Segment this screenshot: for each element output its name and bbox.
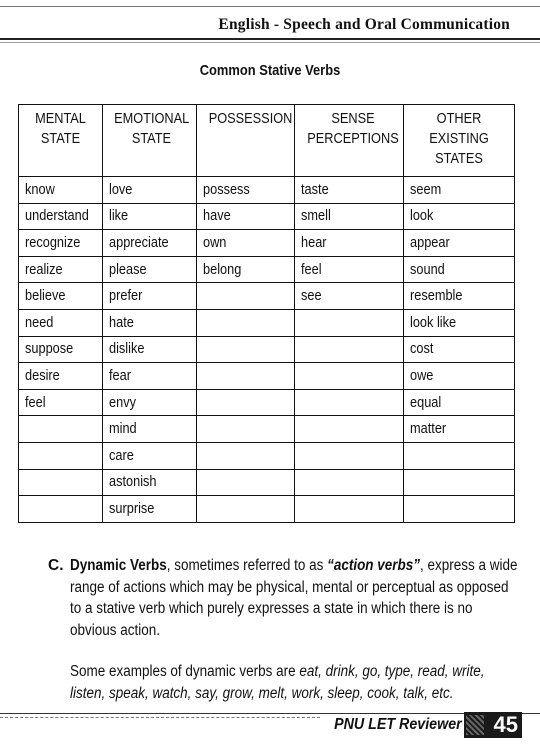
stative-verbs-table [18, 104, 515, 523]
table-cell: hate [103, 309, 197, 336]
definition-text-2: , express a wide range of actions which may be physical, mental or perceptual as opposed to a stative verb which purely expresses a state in which there is no obvious action. [70, 557, 518, 639]
examples-list: eat, drink, go, type, read, write, listen, speak, watch, say, grow, melt, work, sleep, cook, talk, etc. [70, 663, 485, 702]
table-cell: hear [295, 230, 404, 257]
dynamic-verbs-definition [48, 555, 518, 641]
table-cell [295, 469, 404, 496]
table-row [19, 416, 515, 443]
column-header: SENSE PERCEPTIONS [295, 105, 404, 177]
table-cell [197, 496, 295, 523]
examples-intro: Some examples of dynamic verbs are [70, 663, 300, 680]
table-row [19, 203, 515, 230]
table-cell [404, 442, 515, 469]
table-cell: desire [19, 363, 103, 390]
table-cell [295, 442, 404, 469]
table-cell: appear [404, 230, 515, 257]
table-cell: own [197, 230, 295, 257]
table-cell: taste [295, 177, 404, 204]
table-cell: recognize [19, 230, 103, 257]
table-cell: cost [404, 336, 515, 363]
table-cell [19, 469, 103, 496]
table-cell [197, 469, 295, 496]
table-cell: smell [295, 203, 404, 230]
table-cell: mind [103, 416, 197, 443]
table-cell [295, 336, 404, 363]
page-number: 45 [493, 712, 518, 737]
table-row [19, 363, 515, 390]
table-cell: equal [404, 389, 515, 416]
table-row [19, 496, 515, 523]
section-alias: “action verbs” [327, 557, 421, 574]
table-cell: understand [19, 203, 103, 230]
table-cell [197, 283, 295, 310]
table-cell: look like [404, 309, 515, 336]
table-cell: astonish [103, 469, 197, 496]
table-cell: owe [404, 363, 515, 390]
section-letter: C. [48, 557, 64, 574]
table-cell: resemble [404, 283, 515, 310]
table-row [19, 309, 515, 336]
table-cell [295, 389, 404, 416]
table-cell [19, 416, 103, 443]
header-top-rule [0, 6, 540, 7]
table-cell [19, 442, 103, 469]
table-cell [197, 389, 295, 416]
table-row [19, 389, 515, 416]
table-body [19, 177, 515, 523]
page-box-texture [466, 715, 484, 735]
table-cell: care [103, 442, 197, 469]
table-cell: feel [295, 256, 404, 283]
table-cell: envy [103, 389, 197, 416]
dynamic-verbs-section [48, 555, 518, 704]
table-row [19, 283, 515, 310]
column-header: OTHER EXISTING STATES [404, 105, 515, 177]
table-cell [404, 469, 515, 496]
table-cell: need [19, 309, 103, 336]
table-row [19, 442, 515, 469]
table-row [19, 230, 515, 257]
table-header-row [19, 105, 515, 177]
table-cell: belong [197, 256, 295, 283]
table-cell: possess [197, 177, 295, 204]
table-cell [197, 309, 295, 336]
table-cell: appreciate [103, 230, 197, 257]
table-cell [295, 496, 404, 523]
table-cell: feel [19, 389, 103, 416]
table-title: Common Stative Verbs [199, 62, 341, 79]
definition-text-1: , sometimes referred to as [166, 557, 328, 574]
running-head: English - Speech and Oral Communication [218, 16, 510, 33]
table-cell: have [197, 203, 295, 230]
column-header: EMOTIONAL STATE [103, 105, 197, 177]
table-cell: surprise [103, 496, 197, 523]
page-number-box [464, 712, 522, 738]
table-cell: believe [19, 283, 103, 310]
table-cell [19, 496, 103, 523]
header-rule-thin [0, 42, 540, 43]
table-cell [197, 442, 295, 469]
table-cell: look [404, 203, 515, 230]
table-row [19, 177, 515, 204]
footer-rule-dashed [0, 717, 320, 718]
table-cell [197, 336, 295, 363]
table-cell: see [295, 283, 404, 310]
table-cell: like [103, 203, 197, 230]
table-cell: love [103, 177, 197, 204]
table-cell: matter [404, 416, 515, 443]
table-cell: prefer [103, 283, 197, 310]
column-header: POSSESSION [197, 105, 295, 177]
table-cell: realize [19, 256, 103, 283]
table-cell [295, 416, 404, 443]
table-cell [404, 496, 515, 523]
footer-rule [0, 713, 540, 714]
table-cell: know [19, 177, 103, 204]
table-cell: sound [404, 256, 515, 283]
table-cell: fear [103, 363, 197, 390]
header-rule [0, 38, 540, 40]
table-cell [295, 309, 404, 336]
table-cell: seem [404, 177, 515, 204]
section-term: Dynamic Verbs [70, 557, 167, 574]
table-cell: please [103, 256, 197, 283]
table-cell: dislike [103, 336, 197, 363]
table-cell [197, 363, 295, 390]
table-cell [295, 363, 404, 390]
table-row [19, 469, 515, 496]
table-row [19, 256, 515, 283]
table-cell [197, 416, 295, 443]
footer-label: PNU LET Reviewer [334, 716, 462, 733]
dynamic-verbs-examples [48, 661, 518, 704]
table-cell: suppose [19, 336, 103, 363]
column-header: MENTAL STATE [19, 105, 103, 177]
table-row [19, 336, 515, 363]
